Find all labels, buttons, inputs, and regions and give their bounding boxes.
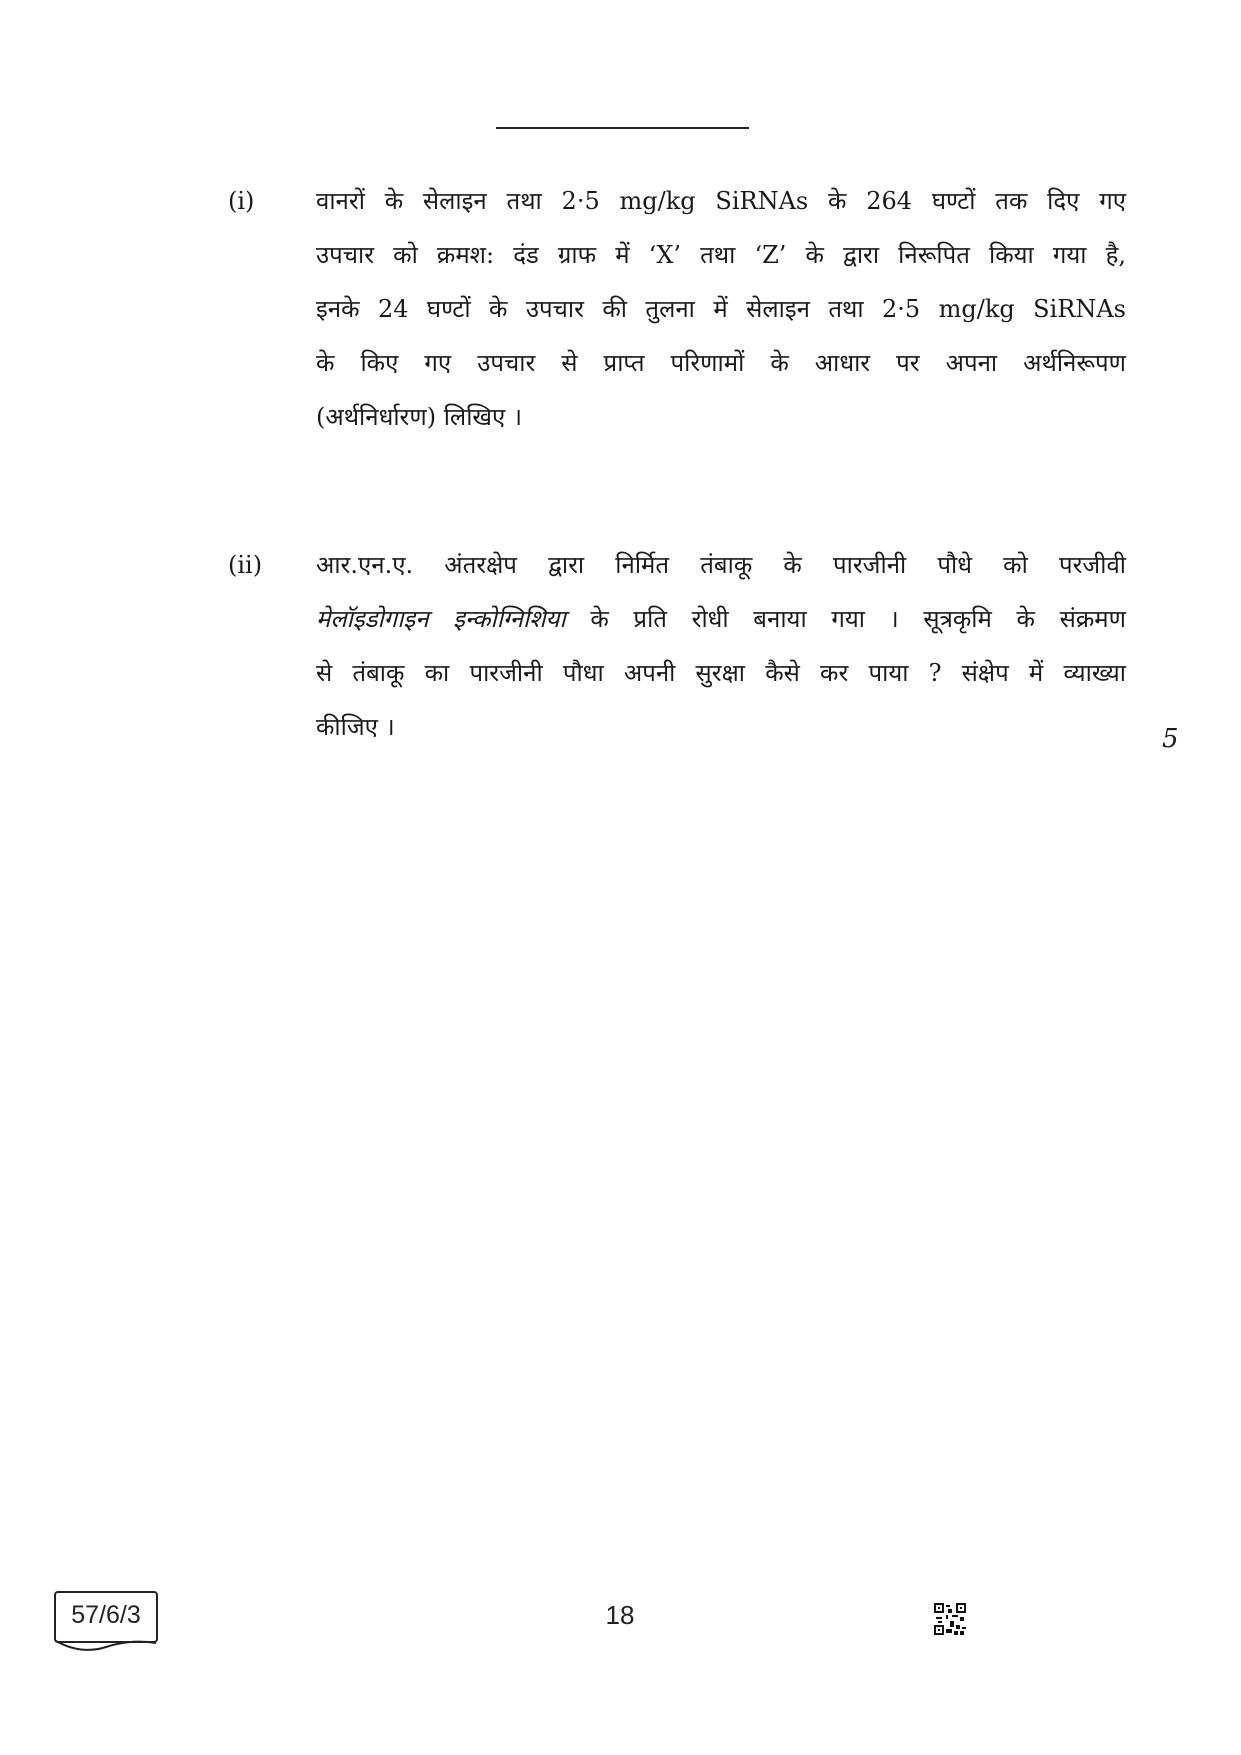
question-line: उपचार को क्रमश: दंड ग्राफ में ‘X’ तथा ‘Z’ के द्वारा निरूपित किया गया है,	[316, 241, 1126, 269]
question-number: (ii)	[228, 551, 263, 579]
question-text	[316, 538, 1126, 754]
paper-code-box	[54, 1591, 158, 1643]
marks-indicator: 5	[1162, 724, 1179, 754]
question-line: से तंबाकू का पारजीनी पौधा अपनी सुरक्षा कैसे कर पाया ? संक्षेप में व्याख्या	[316, 659, 1126, 687]
question-line-rest: के प्रति रोधी बनाया गया । सूत्रकृमि के संक्रमण	[565, 605, 1126, 633]
question-line: इनके 24 घण्टों के उपचार की तुलना में सेलाइन तथा 2·5 mg/kg SiRNAs	[316, 295, 1126, 323]
top-divider	[496, 127, 749, 129]
qr-code-icon	[934, 1603, 966, 1635]
question-line: आर.एन.ए. अंतरक्षेप द्वारा निर्मित तंबाकू के पारजीनी पौधे को परजीवी	[316, 551, 1126, 579]
page-number: 18	[605, 1600, 635, 1630]
question-line: (अर्थनिर्धारण) लिखिए ।	[316, 403, 523, 431]
question-text	[316, 174, 1126, 444]
paper-code: 57/6/3	[71, 1601, 141, 1629]
question-line: वानरों के सेलाइन तथा 2·5 mg/kg SiRNAs के 264 घण्टों तक दिए गए	[316, 187, 1126, 215]
question-number: (i)	[228, 187, 255, 215]
flag-wave-icon	[54, 1639, 158, 1655]
species-name: मेलॉइडोगाइन इन्कोग्निशिया	[316, 605, 566, 633]
question-line	[316, 592, 1126, 646]
question-line: के किए गए उपचार से प्राप्त परिणामों के आधार पर अपना अर्थनिरूपण	[316, 349, 1126, 377]
question-line: कीजिए ।	[316, 713, 395, 741]
